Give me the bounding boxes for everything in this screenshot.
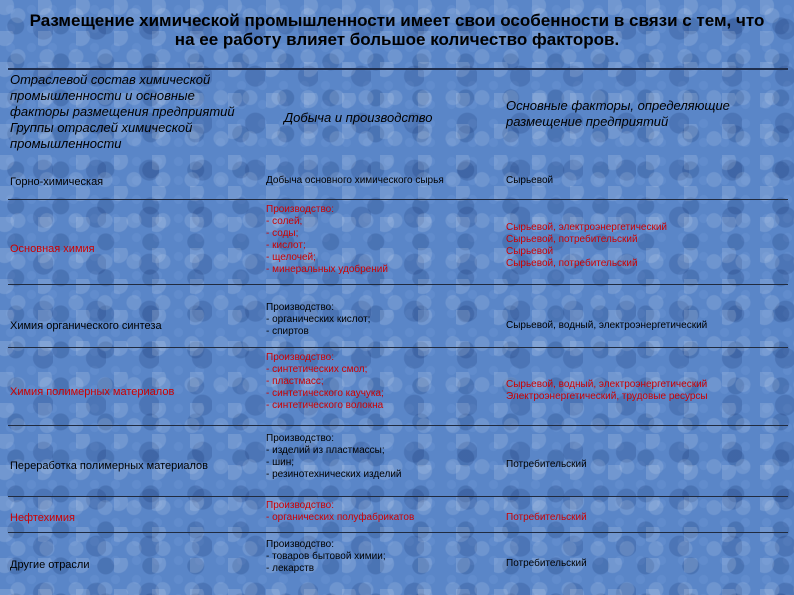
- table-row: [0, 497, 794, 533]
- table-row: [0, 426, 794, 497]
- branch-cell: Основная химия: [10, 243, 95, 255]
- table-row: [0, 158, 794, 200]
- production-cell: Производство: - органических полуфабрикатов: [266, 500, 415, 523]
- production-cell: Производство: - товаров бытовой химии; - лекарств: [266, 539, 386, 574]
- table-header: [0, 68, 794, 158]
- production-cell: Производство: - органических кислот; - спиртов: [266, 302, 371, 337]
- header-production: Добыча и производство: [284, 110, 433, 125]
- factors-cell: Потребительский: [506, 459, 587, 470]
- branch-cell: Нефтехимия: [10, 512, 75, 524]
- factors-cell: Сырьевой, водный, электроэнергетический Электроэнергетический, трудовые ресурсы: [506, 379, 708, 402]
- branch-cell: Горно-химическая: [10, 176, 104, 188]
- factors-cell: Сырьевой, водный, электроэнергетический: [506, 320, 708, 331]
- branch-cell: Химия полимерных материалов: [10, 386, 175, 398]
- table-row: [0, 285, 794, 348]
- factors-cell: Потребительский: [506, 512, 587, 523]
- header-branch-groups: Отраслевой состав химической промышленности и основные факторы размещения предприятий Группы отраслей химической промышленности: [10, 72, 235, 151]
- production-cell: Добыча основного химического сырья: [266, 175, 444, 186]
- production-cell: Производство: - синтетических смол; - пластмасс; - синтетического каучука; - синтетического волокна: [266, 352, 384, 411]
- page-title: Размещение химической промышленности имеет свои особенности в связи с тем, что на ее работу влияет большое количество факторов.: [29, 11, 765, 49]
- table-row: [0, 533, 794, 595]
- table-row: [0, 200, 794, 285]
- factors-cell: Сырьевой: [506, 175, 554, 186]
- branch-cell: Химия органического синтеза: [10, 320, 162, 332]
- production-cell: Производство: - солей; - соды; - кислот; - щелочей; - минеральных удобрений: [266, 204, 388, 275]
- branch-cell: Другие отрасли: [10, 559, 90, 571]
- header-factors: Основные факторы, определяющие размещение предприятий: [506, 98, 730, 129]
- table-row: [0, 348, 794, 426]
- branch-cell: Переработка полимерных материалов: [10, 460, 209, 472]
- factors-cell: Потребительский: [506, 558, 587, 569]
- production-cell: Производство: - изделий из пластмассы; - шин; - резинотехнических изделий: [266, 433, 402, 480]
- factors-cell: Сырьевой, электроэнергетический Сырьевой, потребительский Сырьевой Сырьевой, потребительский: [506, 222, 668, 269]
